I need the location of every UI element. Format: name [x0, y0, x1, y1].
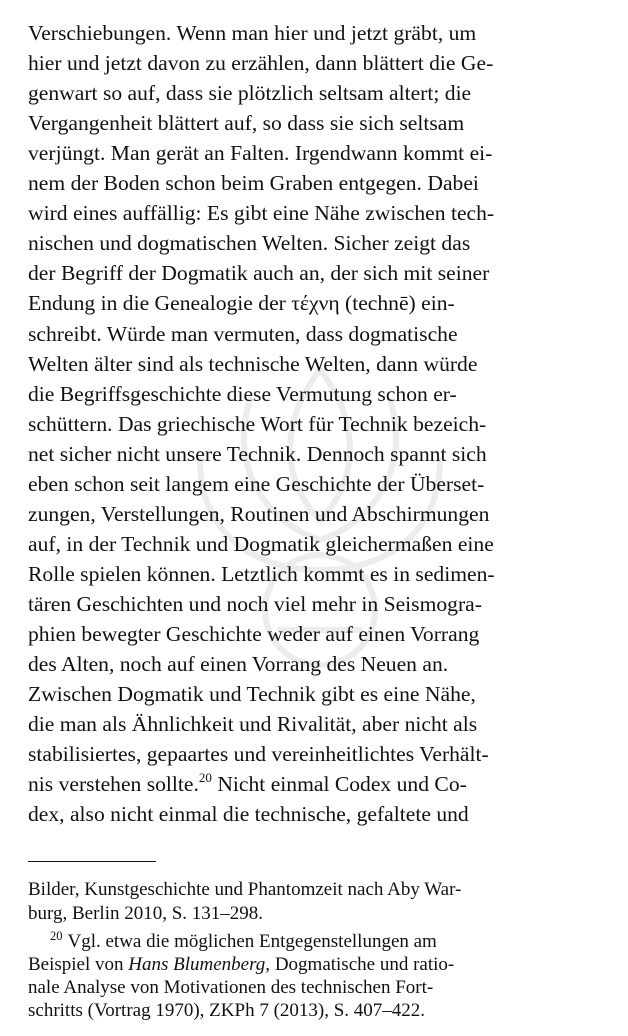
- body-line: Vergangenheit blättert auf, so dass sie sich seltsam: [28, 111, 465, 136]
- footnote-continuation-line-2: burg, Berlin 2010, S. 131–298.: [28, 903, 264, 924]
- footnote-20-line-2: [28, 953, 559, 976]
- body-line: verjüngt. Man gerät an Falten. Irgendwann kommt ei-: [28, 141, 493, 166]
- footnote-20-line-1: [50, 930, 559, 953]
- body-line: nischen und dogmatischen Welten. Sicher zeigt das: [28, 231, 471, 256]
- body-line: auf, in der Technik und Dogmatik gleichermaßen eine: [28, 531, 494, 556]
- body-line: wird eines auffällig: Es gibt eine Nähe zwischen tech-: [28, 201, 495, 226]
- footnote-20-line-3: nale Analyse von Motivationen des technischen Fort-: [28, 977, 434, 998]
- body-line: Rolle spielen können. Letztlich kommt es in sedimen-: [28, 561, 495, 586]
- body-line: hier und jetzt davon zu erzählen, dann blättert die Ge-: [28, 51, 494, 76]
- body-line: genwart so auf, dass sie plötzlich seltsam altert; die: [28, 81, 472, 106]
- footnote-20-text: Vgl. etwa die möglichen Entgegenstellungen am: [67, 931, 437, 952]
- body-line: schreibt. Würde man vermuten, dass dogmatische: [28, 321, 458, 346]
- body-line: phien bewegter Geschichte weder auf einen Vorrang: [28, 622, 480, 646]
- body-line: die Begriffsgeschichte diese Vermutung schon er-: [28, 381, 457, 406]
- body-line: Endung in die Genealogie der τέχνη (technē) ein-: [28, 291, 455, 316]
- body-line: Welten älter sind als technische Welten, dann würde: [28, 351, 478, 376]
- footnote-reference[interactable]: 20: [198, 770, 212, 786]
- body-line: tären Geschichten und noch viel mehr in Seismogra-: [28, 591, 482, 616]
- body-line: zungen, Verstellungen, Routinen und Abschirmungen: [28, 501, 490, 526]
- footnote-continuation-line-1: Bilder, Kunstgeschichte und Phantomzeit nach Aby War-: [28, 879, 462, 900]
- body-line: nem der Boden schon beim Graben entgegen. Dabei: [28, 171, 479, 196]
- body-line: stabilisiertes, gepaartes und vereinheitlichtes Verhält-: [28, 742, 489, 767]
- body-line-with-footnote-ref: [28, 769, 560, 799]
- footnote-20-suffix: Dogmatische und ratio-: [270, 954, 455, 975]
- body-line: dex, also nicht einmal die technische, gefaltete und: [28, 802, 469, 827]
- body-line: Verschiebungen. Wenn man hier und jetzt gräbt, um: [28, 21, 477, 45]
- body-line: net sicher nicht unsere Technik. Dennoch spannt sich: [28, 441, 487, 466]
- footnote-20-author: Hans Blumenberg,: [128, 954, 271, 975]
- body-line: der Begriff der Dogmatik auch an, der sich mit seiner: [28, 261, 490, 286]
- body-line: Zwischen Dogmatik und Technik gibt es eine Nähe,: [28, 682, 476, 707]
- footnote-separator: [28, 861, 156, 862]
- body-line: schüttern. Das griechische Wort für Technik bezeich-: [28, 411, 487, 436]
- footnote-20-line-4: schritts (Vortrag 1970), ZKPh 7 (2013), S. 407–422.: [28, 1000, 426, 1021]
- body-line: eben schon seit langem eine Geschichte der Überset-: [28, 471, 485, 496]
- footnote-20-prefix: Beispiel von: [28, 954, 129, 975]
- footnote-number: 20: [50, 929, 63, 943]
- body-text-fragment: nis verstehen sollte.: [28, 772, 199, 797]
- body-line: des Alten, noch auf einen Vorrang des Neuen an.: [28, 652, 449, 677]
- body-line: die man als Ähnlichkeit und Rivalität, aber nicht als: [28, 712, 478, 737]
- body-text-fragment: Nicht einmal Codex und Co-: [211, 772, 467, 797]
